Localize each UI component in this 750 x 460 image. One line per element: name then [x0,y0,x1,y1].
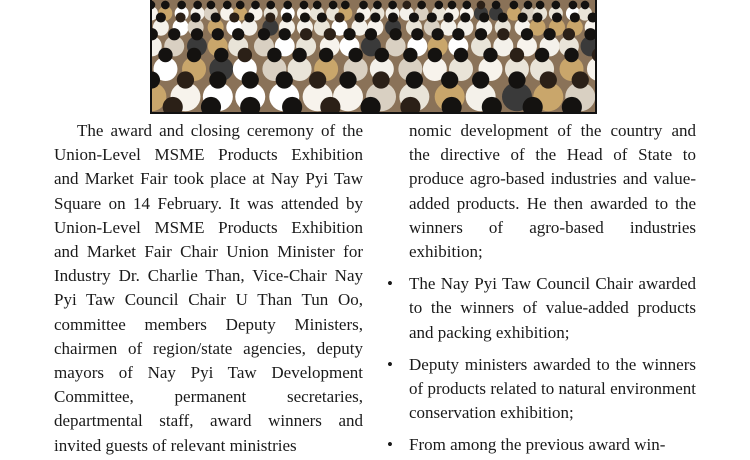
audience-member-head [300,28,312,40]
audience-member-head [492,1,501,10]
audience-member-head [462,1,471,10]
audience-member-head [388,1,397,10]
audience-member-head [536,1,545,10]
audience-member-head [375,48,389,62]
audience-member-head [238,48,252,62]
audience-member-head [552,12,562,22]
audience-member-head [409,12,419,22]
audience-member-head [244,12,254,22]
audience-member-head [441,71,458,88]
audience-member-head [232,28,244,40]
audience-member-head [508,71,525,88]
audience-member-head [236,1,245,10]
audience-member-shirt [595,6,597,20]
audience-member-head [177,1,186,10]
audience-member-head [191,28,203,40]
bullet-icon: • [387,435,393,455]
audience-member-head [229,12,239,22]
audience-member-head [156,12,166,22]
audience-member-head [460,12,470,22]
audience-member-head [176,12,186,22]
audience-member-head [388,12,398,22]
audience-member-head [477,1,486,10]
article-right-column [387,119,696,458]
audience-member-head [335,12,345,22]
audience-member-head [569,1,578,10]
audience-member-head [211,12,221,22]
audience-member-head [300,1,309,10]
audience-member-head [177,71,194,88]
audience-member-head [292,48,306,62]
audience-member-head [276,71,293,88]
audience-member-head [370,12,380,22]
audience-member-head [432,28,444,40]
audience-member-head [354,12,364,22]
audience-member-head [584,28,596,40]
audience-member-head [472,71,489,88]
audience-member-head [359,1,368,10]
audience-member-head [518,12,528,22]
audience-member-head [158,48,172,62]
audience-member-head [214,48,228,62]
audience-member-head [329,1,338,10]
audience-member-head [390,28,402,40]
audience-member-head [543,28,555,40]
bullet-text: From among the previous award win- [409,435,666,455]
article-continuation: nomic development of the country and the directive of the Head of State to produce agro-based industries and value-added products. He then awarded to the winners of agro-based industries exhibition; [409,121,696,262]
audience-member-head [452,28,464,40]
audience-member-head [428,48,442,62]
audience-member-head [540,71,557,88]
audience-member-head [406,71,423,88]
audience-member-head [279,28,291,40]
audience-member-head [365,28,377,40]
bullet-item [387,433,696,457]
bullet-icon: • [387,274,393,294]
audience-member-head [300,12,310,22]
bullet-icon: • [387,354,393,374]
audience-crowd-image [152,0,597,114]
audience-member-head [191,12,201,22]
article-paragraph: The award and closing ceremony of the Union-Level MSME Products Exhibition and Market Fair took place at Nay Pyi Taw Square on 14 February. It was attended by Union-Level MSME Products Exhibition and Market Fair Chair Union Minister for Industry Dr. Charlie Than, Vice-Chair Nay Pyi Taw Council Chair U Than Tun Oo, committee members Deputy Ministers, chairmen of region/state agencies, deputy mayors of Nay Pyi Taw Development Committee, permanent secretaries, departmental staff, award winners and invited guests of relevant ministries [54,121,363,455]
ceremony-audience-photo [150,0,597,114]
audience-member-head [372,71,389,88]
audience-member-head [283,1,292,10]
audience-member-head [373,1,382,10]
award-bullet-list [387,272,696,457]
bullet-text: Deputy ministers awarded to the winners of products related to natural environment conservation exhibition; [409,354,696,423]
audience-member-head [521,28,533,40]
bullet-item [387,353,696,426]
audience-member-head [319,48,333,62]
audience-member-head [427,12,437,22]
audience-member-head [193,1,202,10]
audience-member-head [535,48,549,62]
bullet-text: The Nay Pyi Taw Council Chair awarded to the winners of value-added products and packing exhibition; [409,274,696,342]
audience-member-head [265,12,275,22]
audience-member-head [443,12,453,22]
article-left-column [54,119,363,458]
audience-member-head [570,12,580,22]
audience-member-head [339,71,356,88]
audience-member-head [497,28,509,40]
audience-member-head [479,12,489,22]
audience-member-head [187,48,201,62]
audience-member-head [313,1,322,10]
audience-member-head [282,12,292,22]
audience-member-head [267,48,281,62]
audience-member-head [348,48,362,62]
audience-member-head [207,1,216,10]
audience-member-head [324,28,336,40]
audience-member-head [448,1,457,10]
audience-member-head [343,28,355,40]
audience-member-head [223,1,232,10]
audience-member-head [251,1,260,10]
audience-member-head [402,1,411,10]
audience-member-head [411,28,423,40]
audience-member-head [258,28,270,40]
audience-member-head [317,12,327,22]
bullet-item [387,272,696,345]
audience-member-head [417,1,426,10]
audience-member-head [510,1,519,10]
audience-member-head [209,71,226,88]
audience-member-head [435,1,444,10]
audience-member-head [524,1,533,10]
audience-member-head [564,48,578,62]
audience-member-head [212,28,224,40]
audience-member-head [341,1,350,10]
audience-member-head [168,28,180,40]
audience-member-head [403,48,417,62]
audience-member-head [581,1,590,10]
audience-member-head [475,28,487,40]
audience-member-head [483,48,497,62]
audience-member-head [454,48,468,62]
audience-member-head [532,12,542,22]
audience-member-head [510,48,524,62]
audience-member-head [563,28,575,40]
audience-member-head [266,1,275,10]
audience-member-head [498,12,508,22]
audience-member-head [572,71,589,88]
audience-member-head [309,71,326,88]
audience-member-head [161,1,170,10]
audience-member-head [242,71,259,88]
audience-member-head [552,1,561,10]
